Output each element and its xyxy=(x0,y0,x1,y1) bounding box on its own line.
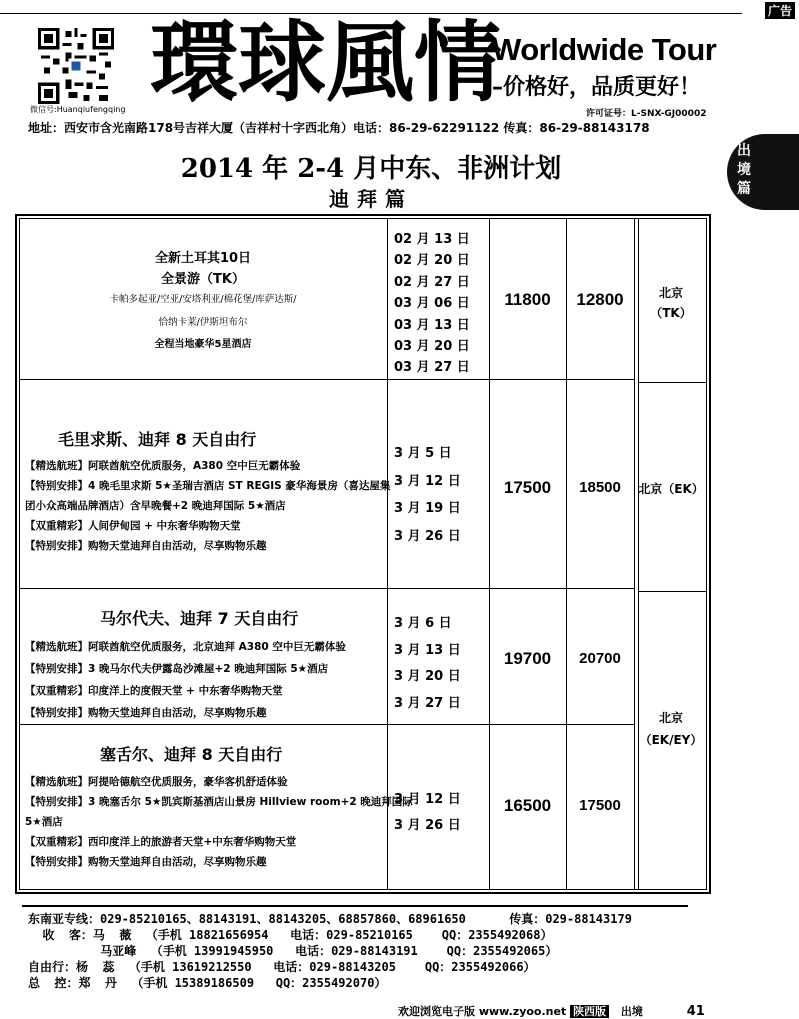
divider xyxy=(22,905,688,907)
price-adult: 16500 xyxy=(503,796,552,815)
section-tab-label: 出境篇 xyxy=(737,143,751,197)
product-title: 全新土耳其10日 xyxy=(154,251,252,266)
wechat-caption: 微信号:Huanqiufengqing xyxy=(30,105,126,114)
date-item: 03 月 13 日 xyxy=(394,317,470,333)
date-item: 02 月 27 日 xyxy=(394,274,470,290)
brand-logo-cn: 環球風情 xyxy=(150,10,503,114)
address-line: 地址：西安市含光南路178号吉祥大厦（吉祥村十字西北角）电话：86-29-62291122 传真：86-29-88143178 xyxy=(28,121,650,135)
date-item: 3 月 20 日 xyxy=(394,669,461,684)
product-title: 马尔代夫、迪拜 7 天自由行 xyxy=(100,609,299,628)
price-alt: 17500 xyxy=(579,797,621,814)
brand-name-en: Worldwide Tour xyxy=(492,32,717,67)
footer-website[interactable]: 欢迎浏览电子版 www.zyoo.net xyxy=(398,1005,567,1018)
date-item: 03 月 27 日 xyxy=(394,360,470,376)
date-item: 3 月 12 日 xyxy=(394,792,461,807)
page-subtitle: 迪拜篇 xyxy=(329,187,413,211)
product-route: 恰纳卡莱/伊斯坦布尔 xyxy=(158,317,248,328)
contact-line: 收 客：马 薇 （手机 18821656954 电话：029-85210165 QQ：2355492068） xyxy=(28,928,553,942)
date-item: 3 月 19 日 xyxy=(394,501,461,516)
page-number: 41 xyxy=(686,1004,705,1019)
contact-line: 马亚峰 （手机 13991945950 电话：029-88143191 QQ：2355492065） xyxy=(28,944,558,958)
departure-dates xyxy=(394,787,461,839)
date-item: 3 月 13 日 xyxy=(394,642,461,658)
date-item: 3 月 26 日 xyxy=(394,818,461,833)
slogan: –价格好，品质更好！ xyxy=(492,75,702,100)
price-adult: 11800 xyxy=(504,290,551,309)
date-item: 03 月 20 日 xyxy=(394,339,470,355)
price-adult: 19700 xyxy=(503,649,552,668)
departure-city: 北京 （EK/EY） xyxy=(639,711,703,747)
departure-dates xyxy=(394,229,470,379)
contact-line: 总 控：郑 丹 （手机 15389186509 QQ：2355492070） xyxy=(28,976,387,990)
departure-city: 北京 （TK） xyxy=(650,286,692,320)
price-alt: 20700 xyxy=(579,650,621,667)
departure-dates xyxy=(394,440,461,550)
product-hotel: 全程当地豪华5星酒店 xyxy=(154,339,252,350)
date-item: 02 月 20 日 xyxy=(394,253,470,269)
product-title: 毛里求斯、迪拜 8 天自由行 xyxy=(58,430,257,449)
date-item: 03 月 06 日 xyxy=(394,296,470,312)
price-adult: 17500 xyxy=(503,478,552,497)
date-item: 3 月 5 日 xyxy=(394,446,452,461)
product-details: 【精选航班】阿联酋航空优质服务，北京迪拜 A380 空中巨无霸体验 【特别安排】3 晚马尔代夫伊露岛沙滩屋+2 晚迪拜国际 5★酒店 【双重精彩】印度洋上的度假天堂 + 中东奢华购物天堂 【特别安排】购物天堂迪拜自由活动，尽享购物乐趣 xyxy=(25,641,346,719)
license-number: 许可证号：L-SNX-GJ00002 xyxy=(586,109,707,119)
date-item: 3 月 12 日 xyxy=(394,473,461,489)
product-route: 卡帕多起亚/空亚/安塔利亚/棉花堡/库萨达斯/ xyxy=(109,294,297,305)
price-alt: 12800 xyxy=(576,290,624,309)
footer-section: 出境 xyxy=(620,1005,643,1018)
departure-city: 北京（EK） xyxy=(638,482,704,496)
date-item: 3 月 6 日 xyxy=(394,616,452,631)
product-details: 【精选航班】阿提哈德航空优质服务，豪华客机舒适体验 【特别安排】3 晚塞舌尔 5★凯宾斯基酒店山景房 Hillview room+2 晚迪拜国际 5★酒店 【双重精彩】西印度洋上的旅游者天堂+中东奢华购物天堂 【特别安排】购物天堂迪拜自由活动，尽享购物乐趣 xyxy=(25,776,413,868)
price-alt: 18500 xyxy=(579,479,621,496)
contact-line: 东南亚专线：029-85210165、88143191、88143205、68857860、68961650 传真：029-88143179 xyxy=(28,912,632,926)
date-item: 02 月 13 日 xyxy=(394,232,470,247)
product-title: 塞舌尔、迪拜 8 天自由行 xyxy=(100,745,283,764)
table-row xyxy=(20,219,386,379)
contact-line: 自由行：杨 蕊 （手机 13619212550 电话：029-88143205 QQ：2355492066） xyxy=(28,960,536,974)
date-item: 3 月 27 日 xyxy=(394,695,461,711)
product-subtitle: 全景游（TK） xyxy=(161,272,245,287)
date-item: 3 月 26 日 xyxy=(394,528,461,544)
page-title: 2014 年 2-4 月中东、非洲计划 xyxy=(180,154,562,184)
departure-dates xyxy=(394,611,461,717)
footer-edition-badge: 陕西版 xyxy=(570,1005,609,1018)
ad-tag: 广告 xyxy=(765,2,795,19)
qr-code-icon xyxy=(38,28,114,104)
product-details: 【精选航班】阿联酋航空优质服务，A380 空中巨无霸体验 【特别安排】4 晚毛里求斯 5★圣瑞吉酒店 ST REGIS 豪华海景房（喜达屋集 团小众高端品牌酒店）含早晚餐+2 晚迪拜国际 5★酒店 【双重精彩】人间伊甸园 + 中东奢华购物天堂 【特别安排】购物天堂迪拜自由活动，尽享购物乐趣 xyxy=(25,460,391,552)
